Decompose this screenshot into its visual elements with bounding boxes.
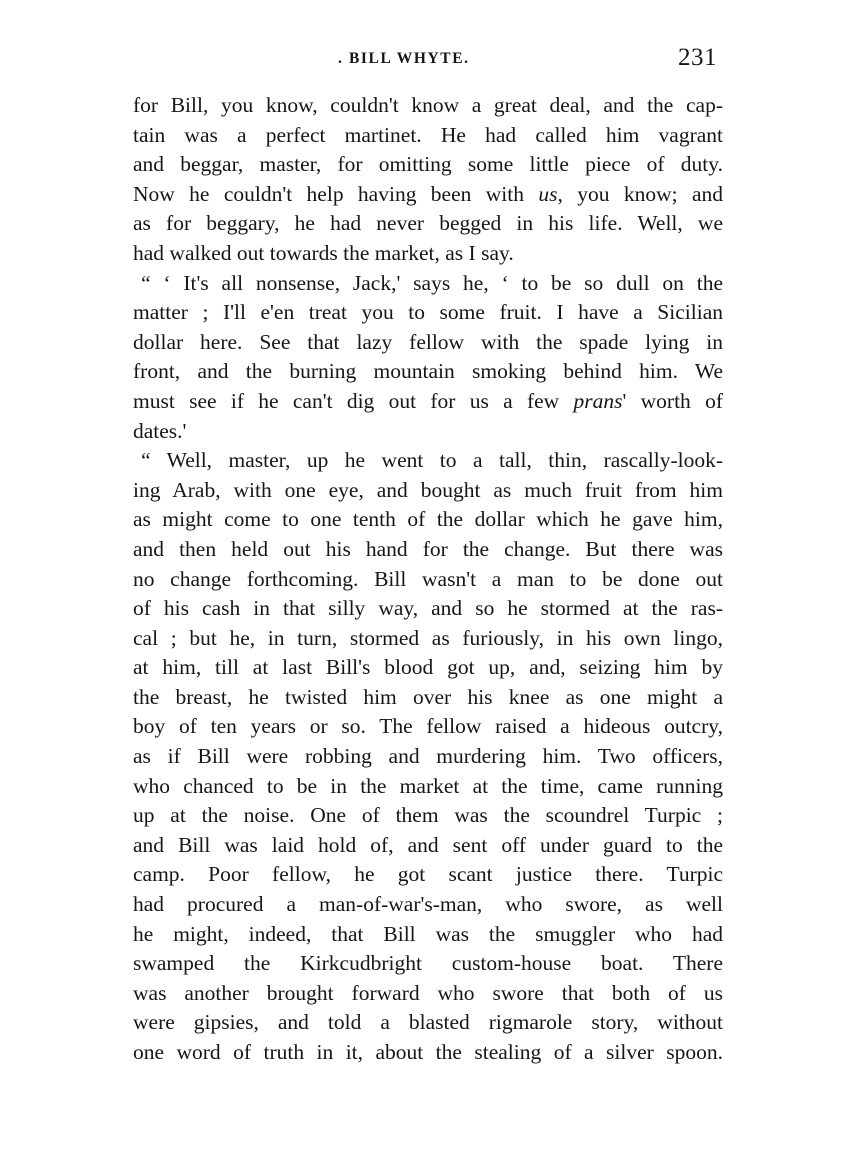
- text-line: as might come to one tenth of the dollar which he gave him,: [133, 507, 723, 532]
- page-number: 231: [678, 44, 717, 71]
- text-line: he might, indeed, that Bill was the smuggler who had: [133, 921, 723, 946]
- text-line: had walked out towards the market, as I say.: [133, 240, 514, 265]
- text-line: as if Bill were robbing and murdering him. Two officers,: [133, 744, 723, 769]
- text-line: ing Arab, with one eye, and bought as much fruit from him: [133, 477, 723, 502]
- text-line: at him, till at last Bill's blood got up, and, seizing him by: [133, 655, 723, 680]
- text-line: of his cash in that silly way, and so he stormed at the ras-: [133, 596, 723, 621]
- text-line: one word of truth in it, about the stealing of a silver spoon.: [133, 1040, 723, 1064]
- text-line: “ Well, master, up he went to a tall, thin, rascally-look-: [141, 448, 723, 473]
- text-line: front, and the burning mountain smoking behind him. We: [133, 359, 723, 384]
- text-line: up at the noise. One of them was the scoundrel Turpic ;: [133, 803, 723, 828]
- emphasis-us: us: [538, 181, 558, 206]
- text-line: as for beggary, he had never begged in his life. Well, we: [133, 211, 723, 236]
- text-fragment: must see if he can't dig out for us a few: [133, 388, 574, 413]
- running-head: [133, 44, 723, 74]
- text-line: were gipsies, and told a blasted rigmarole story, without: [133, 1010, 723, 1035]
- text-line: cal ; but he, in turn, stormed as furiously, in his own lingo,: [133, 625, 723, 650]
- text-line: boy of ten years or so. The fellow raised a hideous outcry,: [133, 714, 723, 739]
- text-line: dates.': [133, 418, 187, 443]
- text-line: tain was a perfect martinet. He had called him vagrant: [133, 122, 723, 147]
- running-head-title: . BILL WHYTE.: [338, 50, 470, 67]
- body-text: [133, 91, 723, 1068]
- text-line: had procured a man-of-war's-man, who swore, as well: [133, 892, 723, 917]
- text-line: and beggar, master, for omitting some little piece of duty.: [133, 152, 723, 177]
- text-fragment: ' worth of: [622, 388, 723, 413]
- text-line: no change forthcoming. Bill wasn't a man to be done out: [133, 566, 723, 591]
- text-fragment: Now he couldn't help having been with: [133, 181, 539, 206]
- text-line: who chanced to be in the market at the time, came running: [133, 773, 723, 798]
- text-line: and then held out his hand for the change. But there was: [133, 536, 723, 561]
- emphasis-prans: prans: [573, 388, 623, 413]
- text-fragment: , you know; and: [557, 181, 723, 206]
- text-line: the breast, he twisted him over his knee as one might a: [133, 684, 723, 709]
- text-line: swamped the Kirkcudbright custom-house boat. There: [133, 951, 723, 976]
- text-line-with-emphasis: [133, 387, 723, 417]
- text-line: matter ; I'll e'en treat you to some fruit. I have a Sicilian: [133, 300, 723, 325]
- text-line: “ ‘ It's all nonsense, Jack,' says he, ‘ to be so dull on the: [141, 270, 723, 295]
- text-line: and Bill was laid hold of, and sent off under guard to the: [133, 832, 723, 857]
- text-line: for Bill, you know, couldn't know a great deal, and the cap-: [133, 93, 723, 117]
- text-line: camp. Poor fellow, he got scant justice there. Turpic: [133, 862, 723, 887]
- text-line: was another brought forward who swore that both of us: [133, 980, 723, 1005]
- text-line-with-emphasis: [133, 180, 723, 210]
- text-line: dollar here. See that lazy fellow with the spade lying in: [133, 329, 723, 354]
